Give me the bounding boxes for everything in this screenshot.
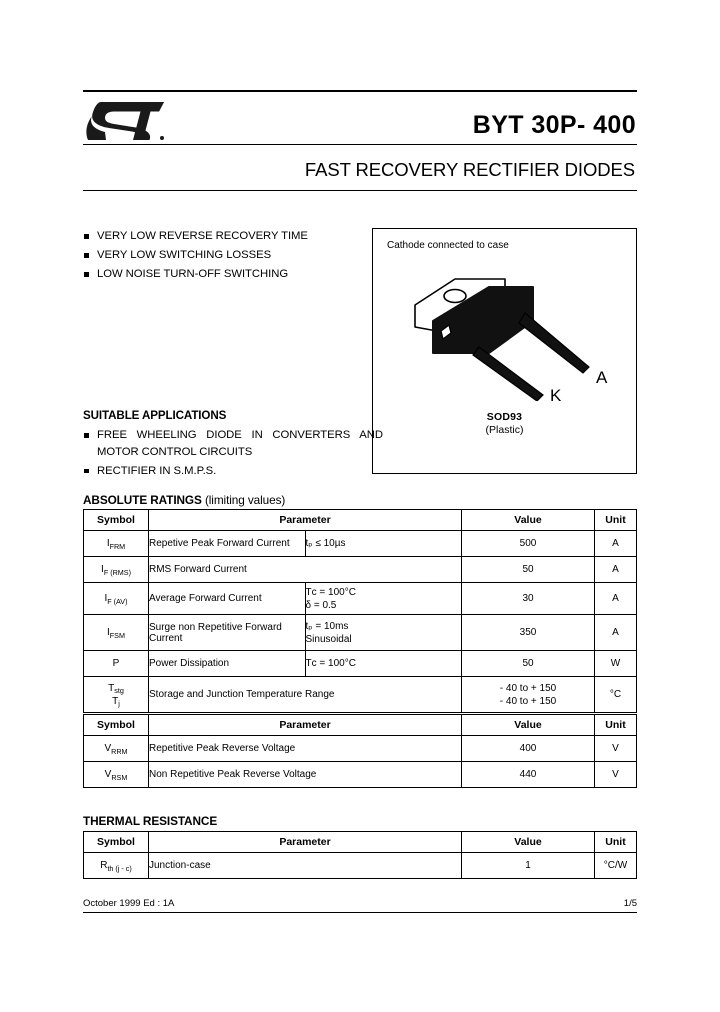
- cell-symbol: $I_{F (RMS)}$: [84, 557, 149, 583]
- feature-item: LOW NOISE TURN-OFF SWITCHING: [83, 266, 373, 283]
- col-value: Value: [462, 832, 595, 853]
- applications-section: [83, 409, 383, 482]
- cell-unit: V: [595, 736, 637, 762]
- package-illustration-box: [372, 228, 637, 474]
- col-parameter: Parameter: [149, 510, 462, 531]
- cell-symbol: P: [84, 651, 149, 677]
- col-symbol: Symbol: [84, 510, 149, 531]
- cell-condition: [305, 615, 462, 651]
- feature-item: VERY LOW REVERSE RECOVERY TIME: [83, 228, 373, 245]
- cell-parameter: Storage and Junction Temperature Range: [149, 677, 462, 713]
- cell-value: 50: [462, 651, 595, 677]
- cell-unit: A: [595, 615, 637, 651]
- table-header-row: [84, 715, 637, 736]
- col-symbol: Symbol: [84, 832, 149, 853]
- cell-symbol: $I_{FRM}$: [84, 531, 149, 557]
- col-symbol: Symbol: [84, 715, 149, 736]
- application-item: RECTIFIER IN S.M.P.S.: [83, 463, 383, 480]
- header-bottom-rule: [83, 190, 637, 191]
- value-line: - 40 to + 150: [499, 695, 557, 707]
- col-value: Value: [462, 510, 595, 531]
- cell-unit: W: [595, 651, 637, 677]
- cell-parameter: RMS Forward Current: [149, 557, 462, 583]
- thermal-resistance-heading: THERMAL RESISTANCE: [83, 814, 218, 828]
- condition-line: δ = 0.5: [305, 599, 337, 611]
- lead-label-cathode: K: [550, 386, 562, 401]
- cell-parameter: Power Dissipation: [149, 651, 306, 677]
- cell-value: 400: [462, 736, 595, 762]
- col-parameter: Parameter: [149, 715, 462, 736]
- cell-value: [462, 677, 595, 713]
- absolute-ratings-table: [83, 509, 637, 713]
- cell-value: 1: [462, 853, 595, 879]
- absolute-ratings-heading-main: ABSOLUTE RATINGS: [83, 493, 202, 507]
- package-caption: Cathode connected to case: [387, 240, 509, 251]
- cell-condition: Tᴄ = 100°C: [305, 651, 462, 677]
- application-item: FREE WHEELING DIODE IN CONVERTERS AND MOTOR CONTROL CIRCUITS: [83, 427, 383, 460]
- table-row: [84, 762, 637, 788]
- cell-symbol: $V_{RSM}$: [84, 762, 149, 788]
- cell-unit: V: [595, 762, 637, 788]
- footer-date-edition: October 1999 Ed : 1A: [83, 898, 175, 909]
- table-row: [84, 736, 637, 762]
- condition-line: tₚ = 10ms: [305, 620, 349, 632]
- condition-line: Sinusoidal: [305, 633, 352, 645]
- package-material: (Plastic): [485, 424, 524, 436]
- absolute-ratings-heading-note: (limiting values): [201, 493, 286, 507]
- absolute-ratings-heading: [83, 493, 285, 507]
- applications-title: SUITABLE APPLICATIONS: [83, 409, 227, 422]
- cell-symbol: $I_{F (AV)}$: [84, 583, 149, 615]
- cell-value: 30: [462, 583, 595, 615]
- feature-item: VERY LOW SWITCHING LOSSES: [83, 247, 373, 264]
- cell-unit: °C: [595, 677, 637, 713]
- features-list: [83, 228, 373, 285]
- table-row: [84, 531, 637, 557]
- cell-parameter: Repetitive Peak Reverse Voltage: [149, 736, 462, 762]
- st-logo: [84, 98, 168, 142]
- cell-parameter: Average Forward Current: [149, 583, 306, 615]
- table-header-row: [84, 510, 637, 531]
- col-unit: Unit: [595, 510, 637, 531]
- thermal-resistance-table: [83, 831, 637, 879]
- table-row: [84, 677, 637, 713]
- cell-value: 350: [462, 615, 595, 651]
- col-unit: Unit: [595, 832, 637, 853]
- cell-unit: °C/W: [595, 853, 637, 879]
- page-footer: [83, 898, 637, 913]
- part-number-title: BYT 30P- 400: [472, 111, 636, 139]
- cell-parameter: Non Repetitive Peak Reverse Voltage: [149, 762, 462, 788]
- table-row: [84, 583, 637, 615]
- table-row: [84, 557, 637, 583]
- col-parameter: Parameter: [149, 832, 462, 853]
- cell-symbol: $R_{th (j - c)}$: [84, 853, 149, 879]
- cell-parameter: Junction-case: [149, 853, 462, 879]
- cell-condition: [305, 583, 462, 615]
- datasheet-page: [83, 0, 637, 1012]
- table-row: [84, 853, 637, 879]
- value-line: - 40 to + 150: [499, 682, 557, 694]
- cell-unit: A: [595, 583, 637, 615]
- cell-value: 440: [462, 762, 595, 788]
- cell-symbol: $T_{stg}$ $T_j$: [84, 677, 149, 713]
- table-row: [84, 615, 637, 651]
- cell-unit: A: [595, 531, 637, 557]
- cell-value: 500: [462, 531, 595, 557]
- document-subtitle: FAST RECOVERY RECTIFIER DIODES: [304, 159, 635, 180]
- cell-parameter: Surge non Repetitive Forward Current: [149, 615, 306, 651]
- package-name: SOD93: [486, 411, 523, 423]
- footer-page-number: 1/5: [623, 898, 637, 909]
- table-row: [84, 651, 637, 677]
- footer-rule: [83, 912, 637, 913]
- cell-symbol: $I_{FSM}$: [84, 615, 149, 651]
- cell-unit: A: [595, 557, 637, 583]
- sod93-package-drawing: [393, 261, 618, 401]
- voltage-ratings-table: [83, 714, 637, 788]
- cell-value: 50: [462, 557, 595, 583]
- table-header-row: [84, 832, 637, 853]
- cell-condition: tₚ ≤ 10µs: [305, 531, 462, 557]
- page-header: [83, 90, 637, 191]
- lead-label-anode: A: [596, 368, 608, 387]
- cell-parameter: Repetive Peak Forward Current: [149, 531, 306, 557]
- col-value: Value: [462, 715, 595, 736]
- col-unit: Unit: [595, 715, 637, 736]
- condition-line: Tᴄ = 100°C: [305, 586, 356, 598]
- cell-symbol: $V_{RRM}$: [84, 736, 149, 762]
